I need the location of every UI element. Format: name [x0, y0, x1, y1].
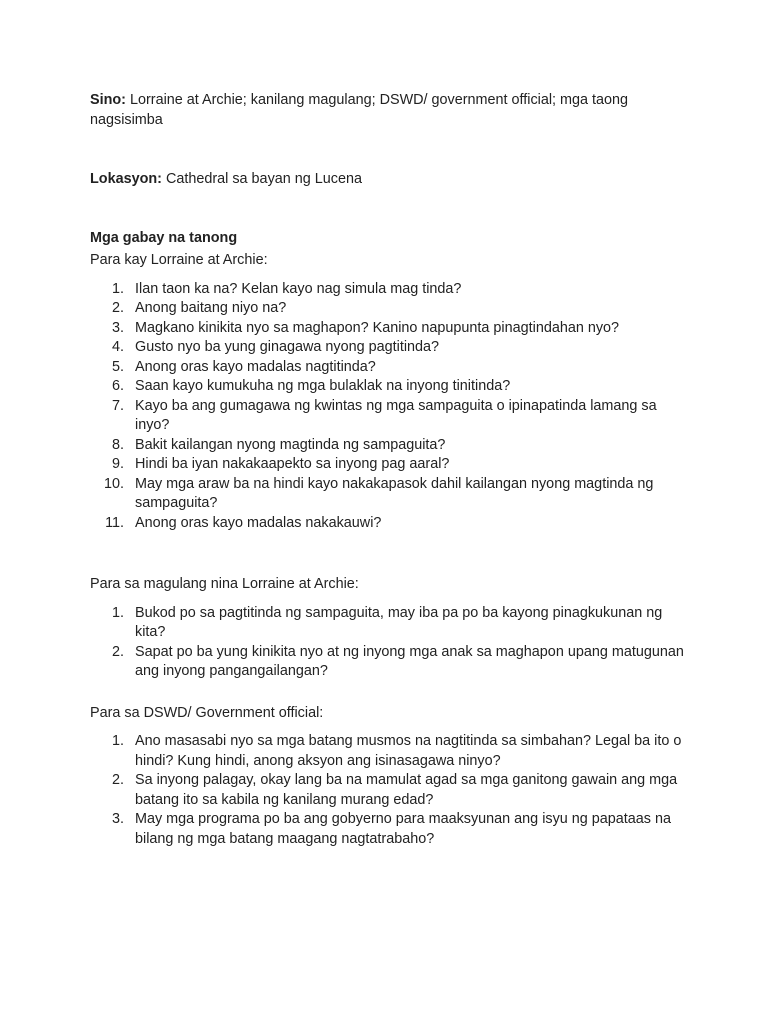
question-number: 11. [105, 514, 124, 531]
question-item [90, 514, 685, 534]
question-text: Gusto nyo ba yung ginagawa nyong pagtitinda? [135, 339, 440, 355]
question-number: 8. [111, 436, 124, 453]
lokasyon-text: Cathedral sa bayan ng Lucena [161, 171, 362, 187]
question-number: 2. [111, 643, 124, 660]
question-number: 2. [111, 772, 124, 788]
question-number: 5. [111, 358, 124, 375]
lokasyon-label: Lokasyon: [90, 171, 162, 187]
question-list-dswd [90, 732, 685, 849]
question-number: 4. [111, 339, 124, 355]
question-text: Anong oras kayo madalas nakakauwi? [135, 514, 382, 531]
question-text: Bakit kailangan nyong magtinda ng sampaguita? [135, 436, 446, 453]
question-text: Anong oras kayo madalas nagtitinda? [135, 358, 376, 375]
question-item [90, 732, 685, 771]
question-text: Bukod po sa pagtitinda ng sampaguita, may iba pa po ba kayong pinagkukunan ng kita? [135, 604, 663, 640]
sino-label: Sino: [90, 92, 126, 108]
question-text: May mga programa po ba ang gobyerno para maaksyunan ang isyu ng papataas na bilang ng mga batang maagang nagtatrabaho? [135, 811, 672, 847]
question-number: 1. [111, 604, 124, 621]
question-text: Hindi ba iyan nakakaapekto sa inyong pag aaral? [135, 456, 450, 472]
question-item [90, 436, 685, 456]
sino-line [90, 91, 685, 130]
guide-heading: Mga gabay na tanong [90, 229, 238, 246]
question-item [90, 397, 685, 436]
question-item [90, 299, 685, 319]
question-text: Kayo ba ang gumagawa ng kwintas ng mga sampaguita o ipinapatinda lamang sa inyo? [135, 397, 657, 433]
section-intro-dswd: Para sa DSWD/ Government official: [90, 704, 324, 721]
question-number: 10. [103, 475, 124, 492]
question-text: Sapat po ba yung kinikita nyo at ng inyong mga anak sa maghapon upang matugunan ang inyong pangangailangan? [135, 643, 684, 679]
section-intro-lorraine-archie: Para kay Lorraine at Archie: [90, 252, 268, 268]
question-text: Ano masasabi nyo sa mga batang musmos na nagtitinda sa simbahan? Legal ba ito o hindi? Kung hindi, anong aksyon ang isinasagawa ninyo? [135, 733, 682, 769]
question-item [90, 358, 685, 378]
question-number: 3. [111, 811, 124, 827]
question-number: 9. [111, 456, 124, 472]
lokasyon-line [90, 170, 685, 190]
question-item [90, 771, 685, 810]
question-text: Saan kayo kumukuha ng mga bulaklak na inyong tinitinda? [135, 378, 511, 394]
question-text: Sa inyong palagay, okay lang ba na mamulat agad sa mga ganitong gawain ang mga batang ito sa kabila ng kanilang murang edad? [135, 772, 678, 808]
question-item [90, 604, 685, 643]
question-text: Ilan taon ka na? Kelan kayo nag simula mag tinda? [135, 280, 462, 297]
question-number: 1. [111, 280, 124, 297]
question-item [90, 338, 685, 358]
question-number: 6. [111, 378, 124, 394]
question-item [90, 475, 685, 514]
question-text: May mga araw ba na hindi kayo nakakapasok dahil kailangan nyong magtinda ng sampaguita? [135, 475, 654, 511]
question-number: 1. [111, 733, 124, 749]
section-intro-magulang: Para sa magulang nina Lorraine at Archie: [90, 576, 359, 592]
sino-text: Lorraine at Archie; kanilang magulang; DSWD/ government official; mga taong nagsisimba [90, 92, 629, 128]
question-item [90, 643, 685, 682]
question-list-magulang [90, 604, 685, 682]
question-number: 3. [111, 319, 124, 336]
question-item [90, 280, 685, 300]
question-item [90, 377, 685, 397]
question-text: Anong baitang niyo na? [135, 300, 287, 316]
question-list-lorraine-archie [90, 280, 685, 534]
question-item [90, 455, 685, 475]
question-number: 7. [111, 397, 124, 414]
document-page [90, 91, 685, 849]
question-item [90, 810, 685, 849]
question-number: 2. [111, 300, 124, 316]
question-text: Magkano kinikita nyo sa maghapon? Kanino napupunta pinagtindahan nyo? [135, 319, 620, 336]
question-item [90, 319, 685, 339]
